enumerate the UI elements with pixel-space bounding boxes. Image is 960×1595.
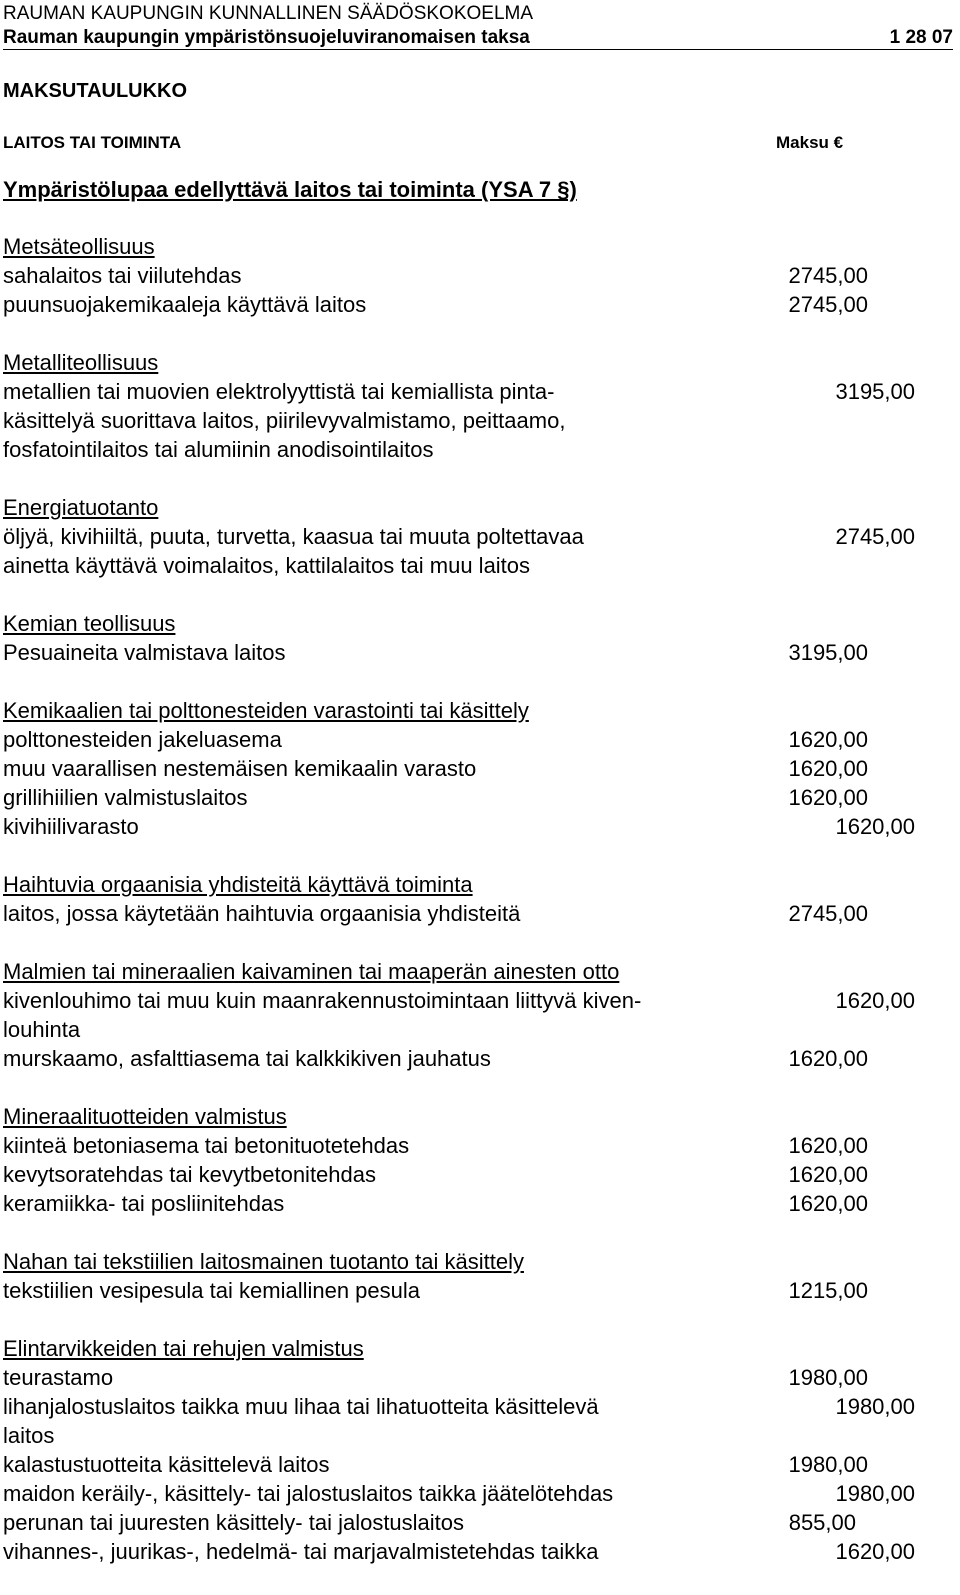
fee-amount: 855,00 <box>788 1510 856 1535</box>
fee-group <box>3 1334 953 1566</box>
fee-group <box>3 232 953 319</box>
activity-description: sahalaitos tai viilutehdas <box>3 263 242 288</box>
fee-table <box>3 232 953 1595</box>
fee-row <box>3 638 953 667</box>
fee-amount: 3195,00 <box>788 640 868 665</box>
page-title: MAKSUTAULUKKO <box>3 80 188 102</box>
activity-description: laitos <box>3 1423 55 1448</box>
fee-amount: 1620,00 <box>788 1191 868 1216</box>
fee-row <box>3 1363 953 1392</box>
fee-row <box>3 377 953 464</box>
activity-description: maidon keräily-, käsittely- tai jalostuslaitos taikka jäätelötehdas <box>3 1481 614 1506</box>
category-heading: Mineraalituotteiden valmistus <box>3 1104 287 1129</box>
fee-amount: 3195,00 <box>835 379 915 404</box>
reference-number: 1 28 07 <box>889 27 953 48</box>
activity-description: kivihiilivarasto <box>3 814 139 839</box>
activity-description: ainetta käyttävä voimalaitos, kattilalaitos tai muu laitos <box>3 553 531 578</box>
fee-amount: 2745,00 <box>835 524 915 549</box>
taksa-title: Rauman kaupungin ympäristönsuojeluviranomaisen taksa <box>3 27 530 48</box>
fee-row <box>3 1392 953 1450</box>
category-heading: Nahan tai tekstiilien laitosmainen tuotanto tai käsittely <box>3 1249 524 1274</box>
category-heading: Metsäteollisuus <box>3 234 155 259</box>
fee-row <box>3 783 953 812</box>
activity-description: polttonesteiden jakeluasema <box>3 727 282 752</box>
fee-row <box>3 1450 953 1479</box>
activity-description: Pesuaineita valmistava laitos <box>3 640 286 665</box>
fee-row <box>3 522 953 580</box>
category-heading: Haihtuvia orgaanisia yhdisteitä käyttävä toiminta <box>3 872 473 897</box>
fee-amount: 1620,00 <box>788 1046 868 1071</box>
fee-row <box>3 1189 953 1218</box>
fee-amount: 2745,00 <box>788 292 868 317</box>
fee-row <box>3 725 953 754</box>
fee-group <box>3 348 953 464</box>
fee-amount: 1620,00 <box>835 814 915 839</box>
fee-amount: 1980,00 <box>788 1452 868 1477</box>
fee-group <box>3 609 953 667</box>
activity-description: keramiikka- tai posliinitehdas <box>3 1191 285 1216</box>
fee-amount: 2745,00 <box>788 263 868 288</box>
fee-amount: 1620,00 <box>788 785 868 810</box>
category-heading: Metalliteollisuus <box>3 350 159 375</box>
activity-description: muu vaarallisen nestemäisen kemikaalin varasto <box>3 756 477 781</box>
fee-group <box>3 1247 953 1305</box>
activity-description: kevytsoratehdas tai kevytbetonitehdas <box>3 1162 377 1187</box>
fee-row <box>3 261 953 290</box>
fee-row <box>3 1508 953 1537</box>
category-heading: Kemian teollisuus <box>3 611 176 636</box>
fee-group <box>3 957 953 1073</box>
fee-amount: 1620,00 <box>788 1133 868 1158</box>
fee-amount: 1620,00 <box>788 1162 868 1187</box>
activity-description: teurastamo <box>3 1365 114 1390</box>
activity-description: grillihiilien valmistuslaitos <box>3 785 248 810</box>
activity-description: fosfatointilaitos tai alumiinin anodisointilaitos <box>3 437 434 462</box>
fee-row <box>3 899 953 928</box>
column-header-activity: LAITOS TAI TOIMINTA <box>3 133 182 152</box>
activity-description: perunan tai juuresten käsittely- tai jalostuslaitos <box>3 1510 465 1535</box>
fee-row <box>3 1537 953 1566</box>
category-heading: Elintarvikkeiden tai rehujen valmistus <box>3 1336 364 1361</box>
fee-row <box>3 1479 953 1508</box>
fee-row <box>3 986 953 1044</box>
column-header-fee: Maksu € <box>776 133 844 152</box>
activity-description: lihanjalostuslaitos taikka muu lihaa tai lihatuotteita käsittelevä <box>3 1394 599 1419</box>
fee-amount: 1215,00 <box>788 1278 868 1303</box>
category-heading: Energiatuotanto <box>3 495 159 520</box>
fee-row <box>3 1044 953 1073</box>
activity-description: murskaamo, asfalttiasema tai kalkkikiven jauhatus <box>3 1046 491 1071</box>
fee-row <box>3 1160 953 1189</box>
activity-description: vihannes-, juurikas-, hedelmä- tai marjavalmistetehdas taikka <box>3 1539 599 1564</box>
fee-amount: 1980,00 <box>835 1481 915 1506</box>
fee-group <box>3 870 953 928</box>
activity-description: öljyä, kivihiiltä, puuta, turvetta, kaasua tai muuta poltettavaa <box>3 524 584 549</box>
fee-row <box>3 1131 953 1160</box>
fee-row <box>3 290 953 319</box>
fee-amount: 1620,00 <box>835 988 915 1013</box>
fee-amount: 1980,00 <box>835 1394 915 1419</box>
category-heading: Kemikaalien tai polttonesteiden varastointi tai käsittely <box>3 698 529 723</box>
fee-row <box>3 812 953 841</box>
category-heading: Malmien tai mineraalien kaivaminen tai maaperän ainesten otto <box>3 959 620 984</box>
activity-description: laitos, jossa käytetään haihtuvia orgaanisia yhdisteitä <box>3 901 521 926</box>
fee-amount: 1620,00 <box>788 727 868 752</box>
fee-group <box>3 696 953 841</box>
fee-amount: 1620,00 <box>835 1539 915 1564</box>
fee-row <box>3 754 953 783</box>
activity-description: louhinta <box>3 1017 81 1042</box>
activity-description: kivenlouhimo tai muu kuin maanrakennustoimintaan liittyvä kiven- <box>3 988 642 1013</box>
activity-description: käsittelyä suorittava laitos, piirilevyvalmistamo, peittaamo, <box>3 408 566 433</box>
fee-amount: 1980,00 <box>788 1365 868 1390</box>
activity-description: kiinteä betoniasema tai betonituotetehdas <box>3 1133 410 1158</box>
activity-description: metallien tai muovien elektrolyyttistä tai kemiallista pinta- <box>3 379 555 404</box>
fee-group <box>3 1102 953 1218</box>
fee-group <box>3 493 953 580</box>
activity-description: puunsuojakemikaaleja käyttävä laitos <box>3 292 367 317</box>
fee-amount: 2745,00 <box>788 901 868 926</box>
main-section-heading: Ympäristölupaa edellyttävä laitos tai toiminta (YSA 7 §) <box>3 177 577 202</box>
activity-description: tekstiilien vesipesula tai kemiallinen pesula <box>3 1278 421 1303</box>
activity-description: kalastustuotteita käsittelevä laitos <box>3 1452 330 1477</box>
document-title-bar <box>3 26 953 50</box>
organization-name: RAUMAN KAUPUNGIN KUNNALLINEN SÄÄDÖSKOKOELMA <box>3 3 534 24</box>
fee-amount: 1620,00 <box>788 756 868 781</box>
fee-row <box>3 1276 953 1305</box>
